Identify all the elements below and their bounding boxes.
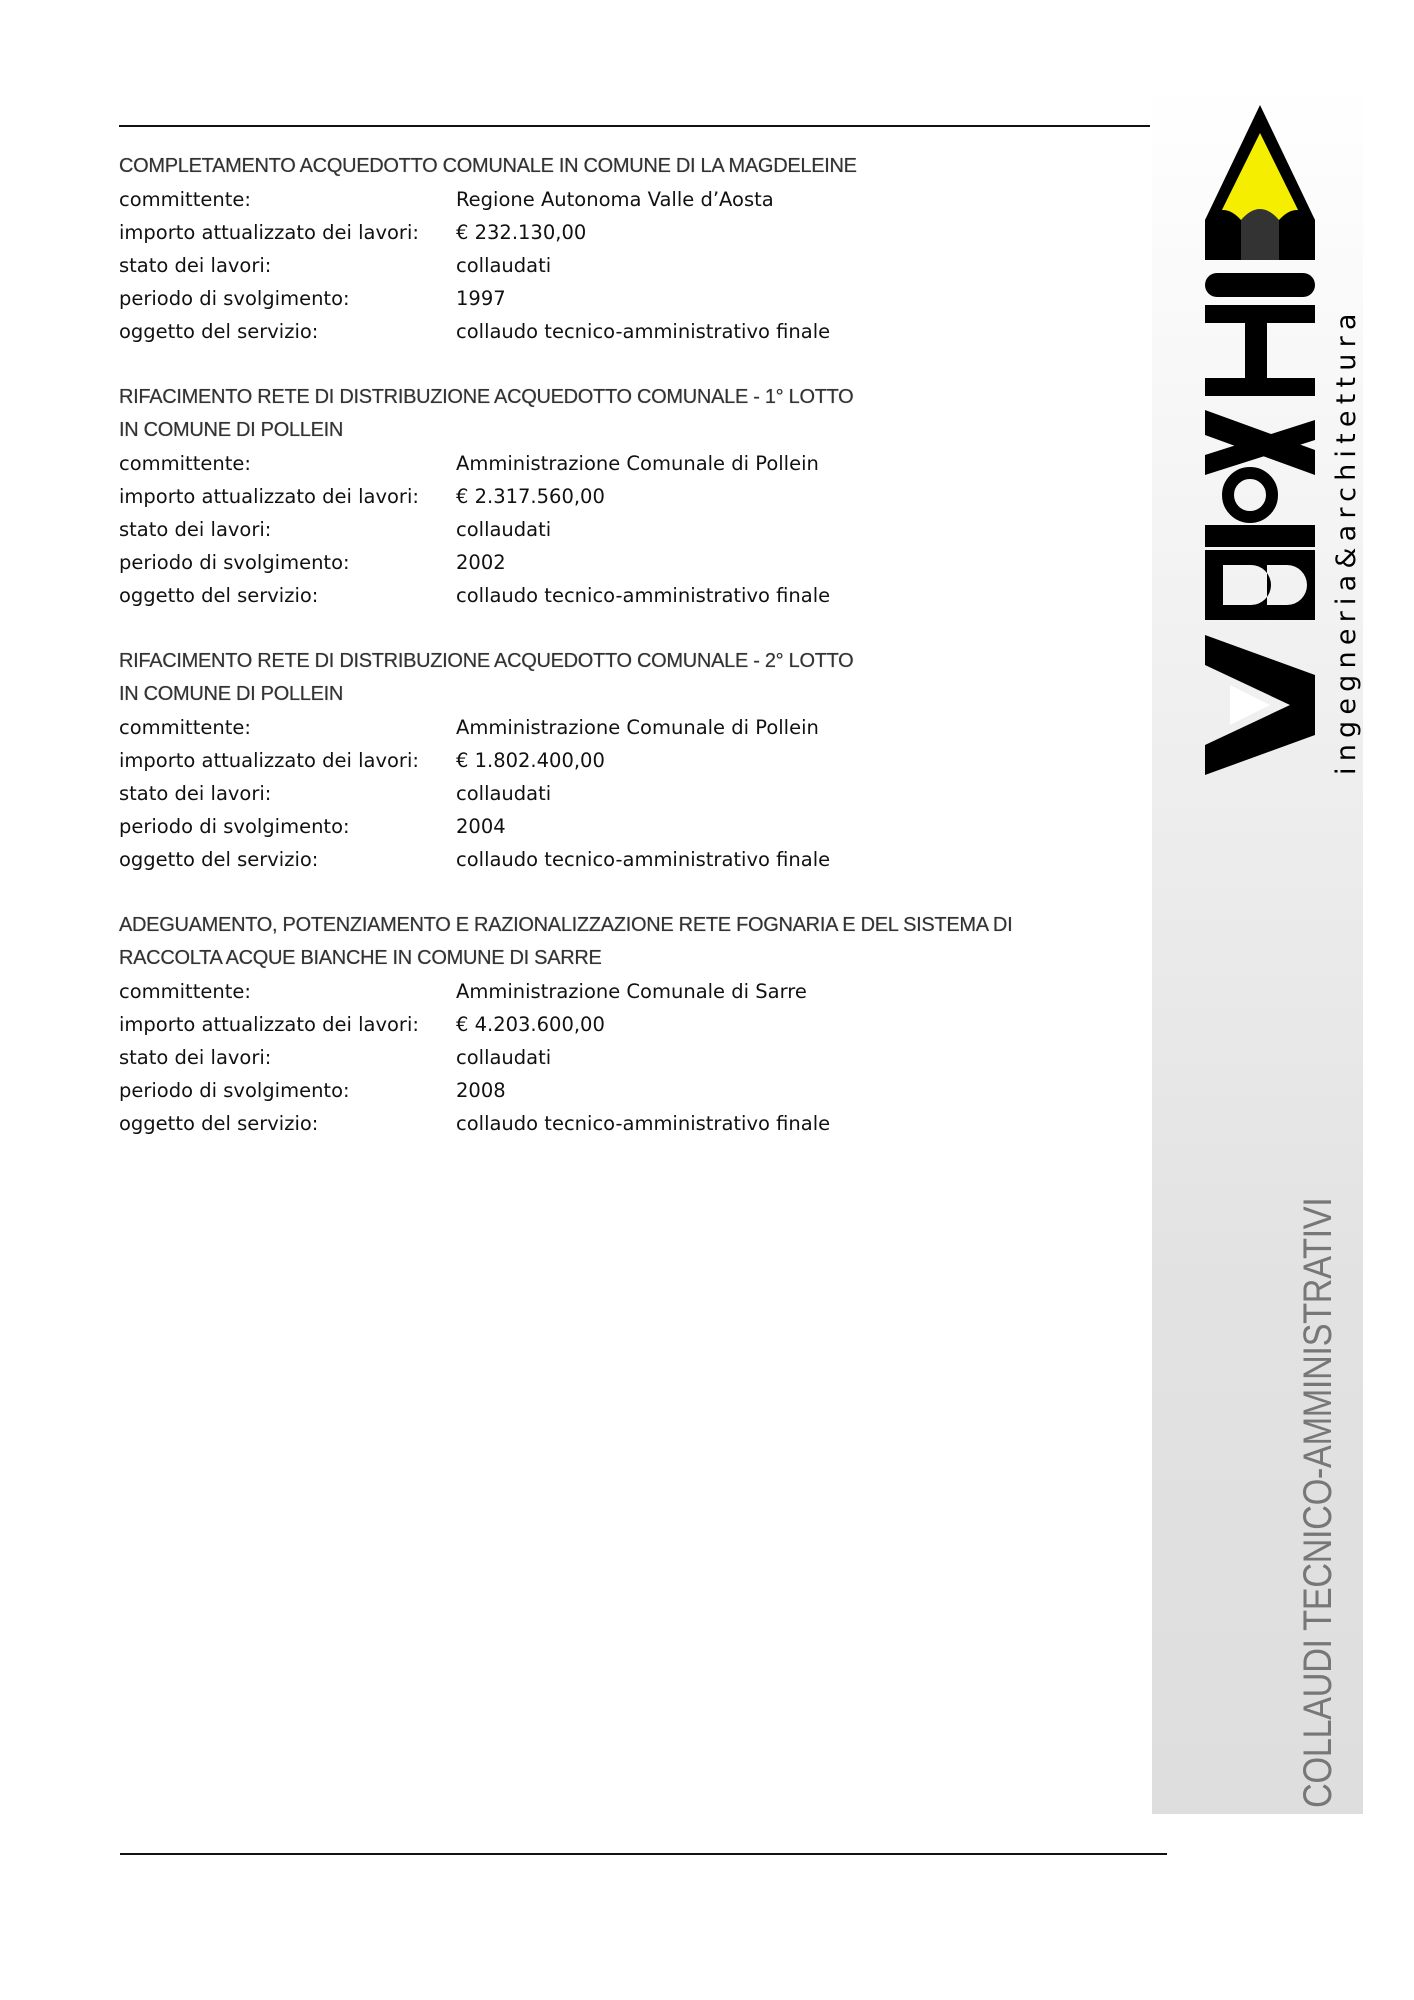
project-title: IN COMUNE DI POLLEIN — [119, 419, 344, 441]
row-stato — [119, 777, 1119, 810]
oggetto-value: collaudo tecnico-amministrativo finale — [456, 584, 831, 607]
oggetto-label: oggetto del servizio: — [119, 1112, 319, 1135]
project-entry — [119, 909, 1119, 1140]
committente-value: Regione Autonoma Valle d’Aosta — [456, 188, 774, 211]
stato-label: stato dei lavori: — [119, 1046, 272, 1069]
project-title: ADEGUAMENTO, POTENZIAMENTO E RAZIONALIZZAZIONE RETE FOGNARIA E DEL SISTEMA DI — [119, 914, 1013, 936]
periodo-value: 2008 — [456, 1079, 506, 1102]
oggetto-value: collaudo tecnico-amministrativo finale — [456, 1112, 831, 1135]
project-list — [119, 150, 1119, 1173]
project-title: COMPLETAMENTO ACQUEDOTTO COMUNALE IN COMUNE DI LA MAGDELEINE — [119, 155, 857, 177]
oggetto-label: oggetto del servizio: — [119, 320, 319, 343]
committente-label: committente: — [119, 452, 251, 475]
importo-label: importo attualizzato dei lavori: — [119, 749, 419, 772]
logo-tagline: ingegneria&architettura — [1331, 307, 1362, 775]
row-importo — [119, 1008, 1119, 1041]
committente-label: committente: — [119, 716, 251, 739]
project-title: RACCOLTA ACQUE BIANCHE IN COMUNE DI SARRE — [119, 947, 602, 969]
importo-label: importo attualizzato dei lavori: — [119, 1013, 419, 1036]
row-oggetto — [119, 315, 1119, 348]
row-importo — [119, 744, 1119, 777]
row-periodo — [119, 282, 1119, 315]
committente-label: committente: — [119, 980, 251, 1003]
importo-value: € 1.802.400,00 — [456, 749, 605, 772]
periodo-label: periodo di svolgimento: — [119, 551, 350, 574]
periodo-value: 2002 — [456, 551, 506, 574]
company-logo — [1195, 95, 1365, 775]
project-entry — [119, 645, 1119, 876]
oggetto-value: collaudo tecnico-amministrativo finale — [456, 848, 831, 871]
row-committente — [119, 711, 1119, 744]
section-title: COLLAUDI TECNICO-AMMINISTRATIVI — [1296, 1197, 1340, 1808]
oggetto-value: collaudo tecnico-amministrativo finale — [456, 320, 831, 343]
stato-label: stato dei lavori: — [119, 782, 272, 805]
periodo-label: periodo di svolgimento: — [119, 287, 350, 310]
row-oggetto — [119, 579, 1119, 612]
top-divider — [119, 125, 1150, 127]
committente-label: committente: — [119, 188, 251, 211]
row-periodo — [119, 546, 1119, 579]
row-periodo — [119, 810, 1119, 843]
project-title: IN COMUNE DI POLLEIN — [119, 683, 344, 705]
row-committente — [119, 975, 1119, 1008]
oggetto-label: oggetto del servizio: — [119, 584, 319, 607]
bottom-divider — [120, 1853, 1167, 1855]
row-stato — [119, 1041, 1119, 1074]
project-entry — [119, 150, 1119, 348]
importo-value: € 4.203.600,00 — [456, 1013, 605, 1036]
row-committente — [119, 447, 1119, 480]
oggetto-label: oggetto del servizio: — [119, 848, 319, 871]
stato-value: collaudati — [456, 1046, 552, 1069]
periodo-value: 1997 — [456, 287, 506, 310]
project-entry — [119, 381, 1119, 612]
importo-value: € 232.130,00 — [456, 221, 587, 244]
row-oggetto — [119, 1107, 1119, 1140]
importo-label: importo attualizzato dei lavori: — [119, 221, 419, 244]
row-committente — [119, 183, 1119, 216]
committente-value: Amministrazione Comunale di Pollein — [456, 716, 819, 739]
stato-label: stato dei lavori: — [119, 518, 272, 541]
periodo-label: periodo di svolgimento: — [119, 1079, 350, 1102]
project-title: RIFACIMENTO RETE DI DISTRIBUZIONE ACQUEDOTTO COMUNALE - 1° LOTTO — [119, 386, 854, 408]
row-importo — [119, 480, 1119, 513]
importo-value: € 2.317.560,00 — [456, 485, 605, 508]
importo-label: importo attualizzato dei lavori: — [119, 485, 419, 508]
project-title: RIFACIMENTO RETE DI DISTRIBUZIONE ACQUEDOTTO COMUNALE - 2° LOTTO — [119, 650, 854, 672]
stato-value: collaudati — [456, 518, 552, 541]
row-periodo — [119, 1074, 1119, 1107]
row-stato — [119, 249, 1119, 282]
row-stato — [119, 513, 1119, 546]
row-importo — [119, 216, 1119, 249]
stato-label: stato dei lavori: — [119, 254, 272, 277]
committente-value: Amministrazione Comunale di Pollein — [456, 452, 819, 475]
row-oggetto — [119, 843, 1119, 876]
stato-value: collaudati — [456, 782, 552, 805]
stato-value: collaudati — [456, 254, 552, 277]
periodo-value: 2004 — [456, 815, 506, 838]
periodo-label: periodo di svolgimento: — [119, 815, 350, 838]
committente-value: Amministrazione Comunale di Sarre — [456, 980, 807, 1003]
